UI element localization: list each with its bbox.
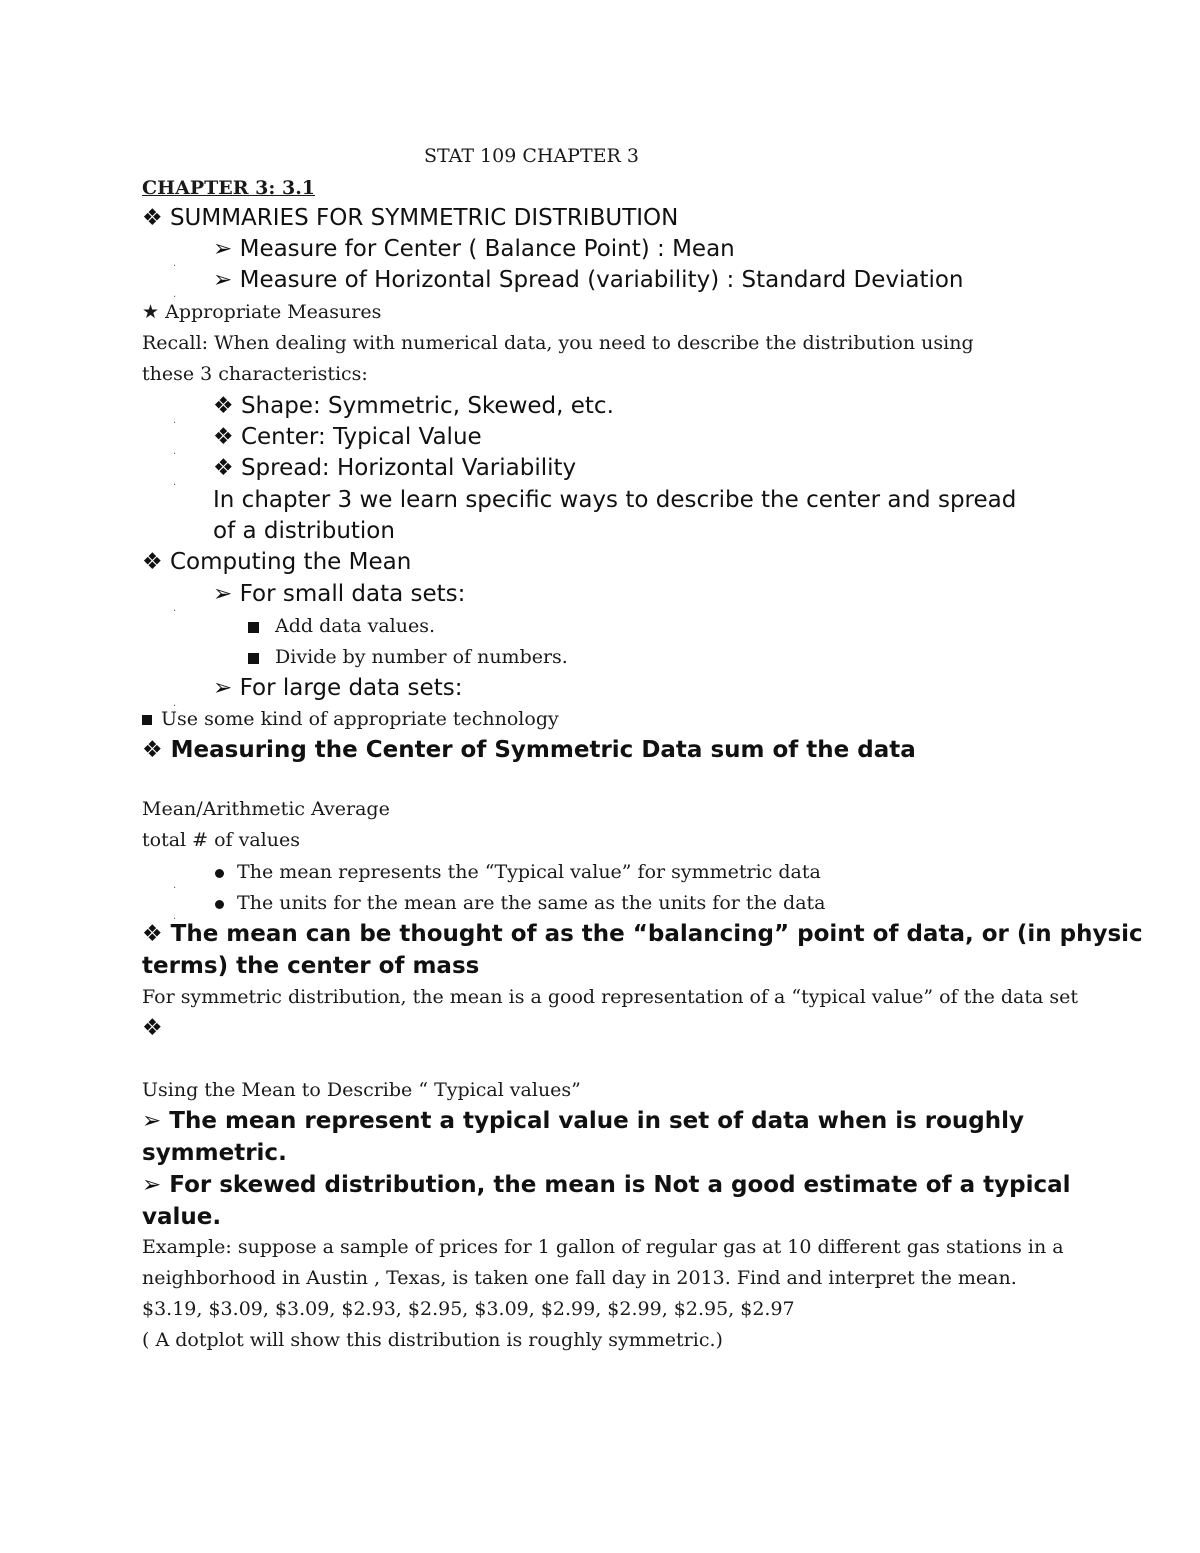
chapter-note: of a distribution: [213, 518, 395, 544]
list-item: Divide by number of numbers.: [248, 648, 568, 667]
diamond-bullet-icon: ❖: [213, 393, 234, 419]
list-marker: .: [173, 603, 177, 614]
balancing-heading: ❖ The mean can be thought of as the “balancing” point of data, or (in physic: [142, 921, 1143, 947]
list-item: ➢ For large data sets:: [213, 675, 463, 701]
diamond-bullet-icon: ❖: [142, 737, 163, 763]
arrow-bullet-icon: ➢: [213, 581, 233, 607]
list-marker: .: [173, 415, 177, 426]
formula-denominator: total # of values: [142, 829, 300, 851]
balancing-heading: terms) the center of mass: [142, 953, 480, 979]
typical-point: symmetric.: [142, 1140, 287, 1166]
list-item: ❖ Center: Typical Value: [213, 424, 482, 450]
recall-text: these 3 characteristics:: [142, 363, 368, 385]
list-item: The mean represents the “Typical value” for symmetric data: [215, 863, 821, 882]
list-marker: .: [173, 477, 177, 488]
circle-bullet-icon: [215, 869, 224, 878]
computing-heading: ❖ Computing the Mean: [142, 549, 412, 575]
arrow-bullet-icon: ➢: [142, 1172, 162, 1198]
list-marker: .: [173, 289, 177, 300]
measuring-heading: ❖ Measuring the Center of Symmetric Data sum of the data: [142, 737, 916, 763]
list-marker: .: [173, 911, 177, 922]
arrow-bullet-icon: ➢: [213, 675, 233, 701]
typical-point: ➢ The mean represent a typical value in set of data when is roughly: [142, 1108, 1025, 1134]
formula-numerator: Mean/Arithmetic Average: [142, 798, 390, 820]
list-item: Add data values.: [248, 617, 435, 636]
diamond-bullet-icon: ❖: [142, 205, 163, 231]
list-marker: .: [173, 880, 177, 891]
diamond-bullet-icon: ❖: [142, 1015, 163, 1041]
typical-point: ➢ For skewed distribution, the mean is Not a good estimate of a typical: [142, 1172, 1071, 1198]
chapter-note: In chapter 3 we learn specific ways to describe the center and spread: [213, 487, 1017, 513]
square-bullet-icon: [142, 715, 152, 725]
diamond-bullet-icon: ❖: [213, 455, 234, 481]
typical-heading: Using the Mean to Describe “ Typical values”: [142, 1079, 581, 1101]
list-marker: .: [173, 446, 177, 457]
arrow-bullet-icon: ➢: [213, 267, 233, 293]
typical-point: value.: [142, 1204, 222, 1230]
diamond-bullet-icon: ❖: [142, 549, 163, 575]
appropriate-measures-heading: ★ Appropriate Measures: [142, 301, 382, 323]
diamond-bullet-icon: ❖: [213, 424, 234, 450]
square-bullet-icon: [248, 622, 259, 633]
list-marker: .: [173, 258, 177, 269]
document-title: STAT 109 CHAPTER 3: [424, 145, 639, 167]
example-text: neighborhood in Austin , Texas, is taken one fall day in 2013. Find and interpret the mean.: [142, 1267, 1017, 1289]
square-bullet-icon: [248, 653, 259, 664]
section-heading: CHAPTER 3: 3.1: [142, 177, 316, 199]
circle-bullet-icon: [215, 900, 224, 909]
example-prices: $3.19, $3.09, $3.09, $2.93, $2.95, $3.09, $2.99, $2.99, $2.95, $2.97: [142, 1298, 795, 1320]
list-item: ➢ Measure for Center ( Balance Point) : Mean: [213, 236, 735, 262]
list-item: ❖ Spread: Horizontal Variability: [213, 455, 577, 481]
diamond-bullet-icon: ❖: [142, 921, 163, 947]
summaries-heading: ❖ SUMMARIES FOR SYMMETRIC DISTRIBUTION: [142, 205, 679, 231]
list-item: ➢ Measure of Horizontal Spread (variability) : Standard Deviation: [213, 267, 964, 293]
arrow-bullet-icon: ➢: [213, 236, 233, 262]
list-marker: .: [173, 698, 177, 709]
example-text: Example: suppose a sample of prices for 1 gallon of regular gas at 10 different gas stations in a: [142, 1236, 1064, 1258]
balancing-note: For symmetric distribution, the mean is a good representation of a “typical value” of the data set: [142, 986, 1078, 1008]
list-item: Use some kind of appropriate technology: [142, 710, 559, 729]
example-note: ( A dotplot will show this distribution is roughly symmetric.): [142, 1329, 723, 1351]
arrow-bullet-icon: ➢: [142, 1108, 162, 1134]
recall-text: Recall: When dealing with numerical data, you need to describe the distribution using: [142, 332, 974, 354]
star-icon: ★: [142, 301, 160, 323]
list-item: The units for the mean are the same as the units for the data: [215, 894, 826, 913]
list-item: ➢ For small data sets:: [213, 581, 466, 607]
list-item: ❖ Shape: Symmetric, Skewed, etc.: [213, 393, 614, 419]
